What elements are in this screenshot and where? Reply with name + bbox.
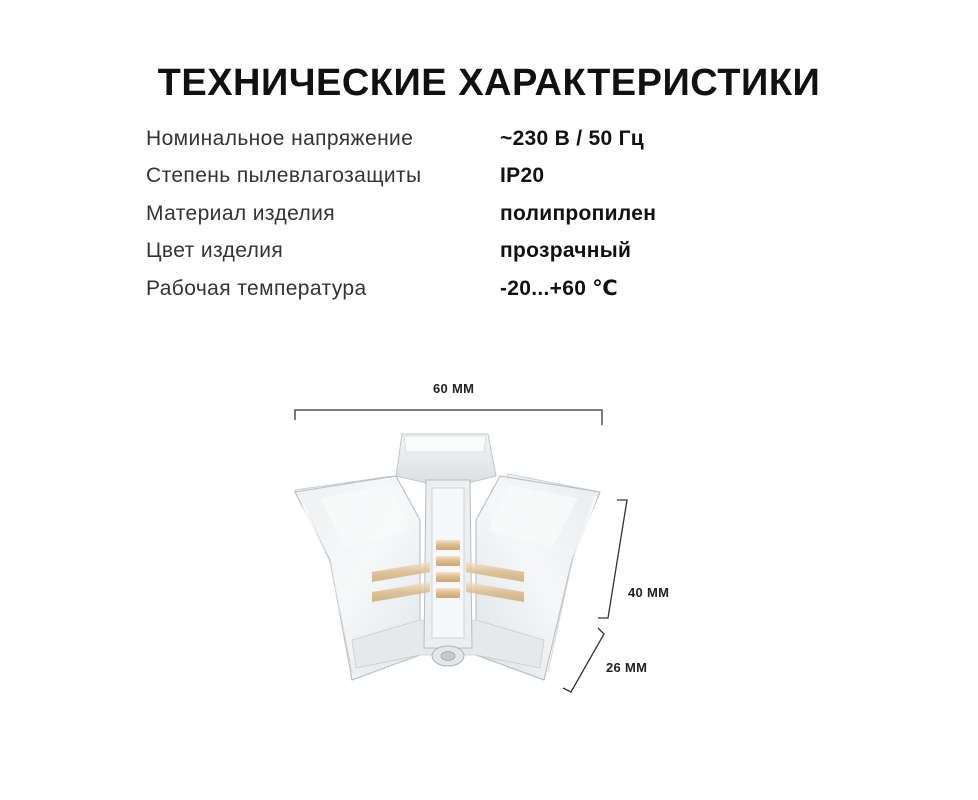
spec-value: ~230 В / 50 Гц — [500, 126, 645, 150]
spec-value: -20...+60 ℃ — [500, 277, 619, 301]
spec-value: IP20 — [500, 164, 545, 188]
depth-dimension-line — [563, 628, 604, 692]
width-dimension-label: 60 ММ — [433, 381, 475, 396]
spec-name: Степень пылевлагозащиты — [146, 164, 422, 188]
width-dimension-line — [295, 410, 602, 425]
spec-name: Рабочая температура — [146, 276, 367, 300]
spec-value: полипропилен — [500, 201, 657, 225]
page-title: ТЕХНИЧЕСКИЕ ХАРАКТЕРИСТИКИ — [157, 62, 821, 104]
spec-name: Номинальное напряжение — [146, 126, 414, 150]
height-dimension-line — [598, 500, 627, 618]
spec-name: Материал изделия — [146, 201, 336, 225]
connector-illustration — [295, 434, 600, 680]
height-dimension-label: 40 ММ — [628, 585, 670, 600]
depth-dimension-label: 26 ММ — [606, 660, 648, 675]
spec-name: Цвет изделия — [146, 239, 284, 263]
spec-value: прозрачный — [500, 239, 632, 263]
